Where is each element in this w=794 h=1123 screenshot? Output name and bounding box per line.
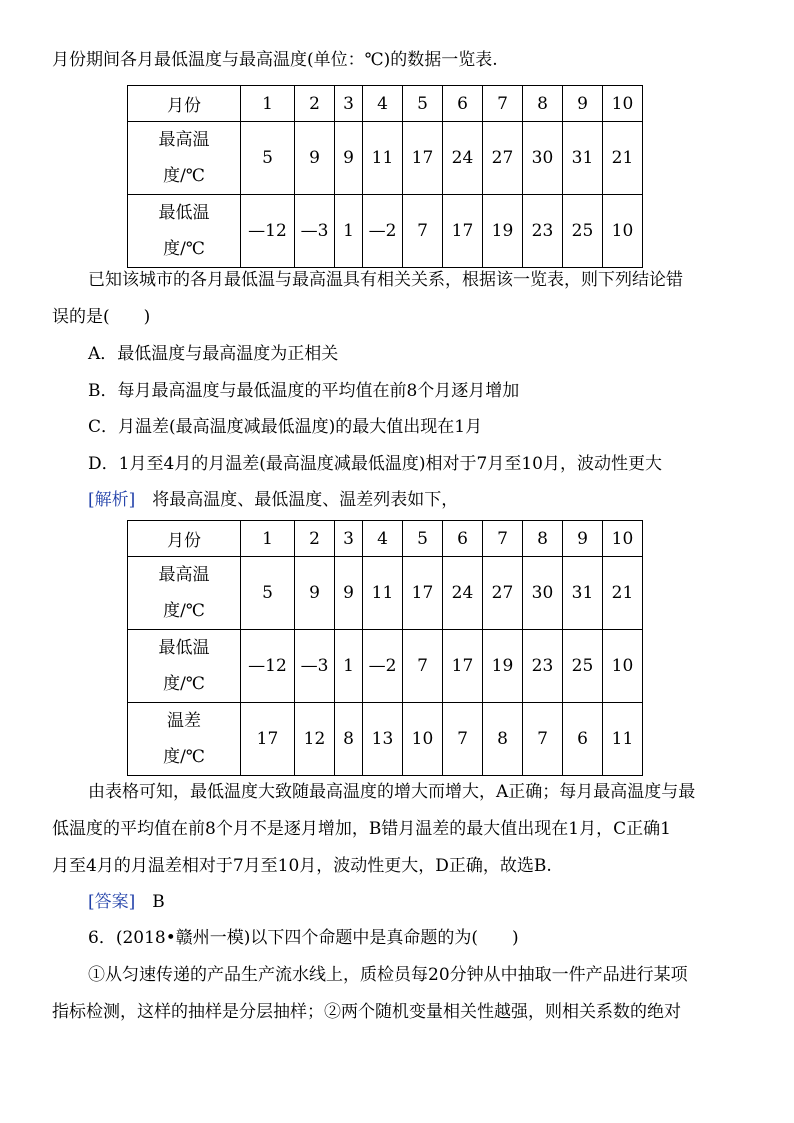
table-header-cell: 6 (443, 86, 483, 122)
table-cell: 5 (241, 122, 295, 195)
table-cell: 17 (443, 630, 483, 703)
table-cell: 9 (335, 557, 363, 630)
table-cell: 1 (335, 195, 363, 268)
table-cell: 7 (403, 630, 443, 703)
table-header-cell: 8 (523, 521, 563, 557)
table-cell: 27 (483, 557, 523, 630)
option-b: B．每月最高温度与最低温度的平均值在前8个月逐月增加 (88, 381, 520, 401)
table-cell: 7 (523, 703, 563, 776)
temperature-table (127, 85, 643, 268)
table-cell: 9 (295, 122, 335, 195)
row-label (128, 557, 241, 630)
table-header-row (128, 86, 643, 122)
row-label-line2: 度/℃ (163, 239, 205, 259)
table-header-cell: 1 (241, 86, 295, 122)
answer-line (88, 891, 165, 913)
table-cell: 6 (563, 703, 603, 776)
row-label-line1: 最低温 (158, 203, 210, 223)
table-header-cell: 7 (483, 86, 523, 122)
row-label-line2: 度/℃ (163, 747, 205, 767)
table-row (128, 630, 643, 703)
table-row (128, 703, 643, 776)
question6-line3: 指标检测，这样的抽样是分层抽样；②两个随机变量相关性越强，则相关系数的绝对 (52, 1002, 681, 1022)
table-header-cell: 2 (295, 521, 335, 557)
table-cell: 21 (603, 122, 643, 195)
table-cell: 11 (363, 122, 403, 195)
table-cell: 24 (443, 557, 483, 630)
table-header-cell: 7 (483, 521, 523, 557)
table-cell: 8 (335, 703, 363, 776)
table-cell: 12 (295, 703, 335, 776)
table-cell: 25 (563, 195, 603, 268)
table-header-cell: 5 (403, 521, 443, 557)
table-cell: 31 (563, 122, 603, 195)
option-d: D．1月至4月的月温差(最高温度减最低温度)相对于7月至10月，波动性更大 (88, 454, 662, 474)
table-header-cell: 4 (363, 521, 403, 557)
table-header-cell: 1 (241, 521, 295, 557)
explanation-line3: 月至4月的月温差相对于7月至10月，波动性更大，D正确，故选B. (52, 856, 552, 876)
explanation-line1: 由表格可知，最低温度大致随最高温度的增大而增大，A正确；每月最高温度与最 (88, 782, 696, 802)
table-cell: —3 (295, 195, 335, 268)
table-cell: 25 (563, 630, 603, 703)
table-cell: 5 (241, 557, 295, 630)
table-cell: 7 (443, 703, 483, 776)
table-cell: 7 (403, 195, 443, 268)
answer-value: B (152, 892, 165, 912)
table-cell: 21 (603, 557, 643, 630)
analysis-line (88, 489, 458, 511)
table-cell: 30 (523, 122, 563, 195)
table-cell: 17 (403, 122, 443, 195)
table-cell: 13 (363, 703, 403, 776)
table-cell: 10 (603, 630, 643, 703)
table-cell: —2 (363, 630, 403, 703)
row-label-line2: 度/℃ (163, 166, 205, 186)
table-cell: 19 (483, 630, 523, 703)
option-a: A．最低温度与最高温度为正相关 (88, 344, 339, 364)
table-header-cell: 8 (523, 86, 563, 122)
table-header-cell: 月份 (128, 521, 241, 557)
table-header-cell: 10 (603, 86, 643, 122)
row-label-line1: 最低温 (158, 638, 210, 658)
table-cell: 11 (363, 557, 403, 630)
question6-line2: ①从匀速传递的产品生产流水线上，质检员每20分钟从中抽取一件产品进行某项 (88, 965, 688, 985)
table-cell: 17 (443, 195, 483, 268)
table-header-cell: 3 (335, 86, 363, 122)
table-header-cell: 10 (603, 521, 643, 557)
table-cell: —2 (363, 195, 403, 268)
table-row (128, 122, 643, 195)
analysis-tag: [解析] (88, 490, 136, 510)
row-label (128, 630, 241, 703)
question6-title: 6．(2018•赣州一模)以下四个命题中是真命题的为( ) (88, 928, 519, 948)
table-cell: 31 (563, 557, 603, 630)
row-label (128, 122, 241, 195)
row-label-line1: 最高温 (158, 130, 210, 150)
table-cell: 9 (295, 557, 335, 630)
table-cell: 27 (483, 122, 523, 195)
table-header-cell: 5 (403, 86, 443, 122)
table-header-cell: 2 (295, 86, 335, 122)
table-header-cell: 6 (443, 521, 483, 557)
table-header-cell: 4 (363, 86, 403, 122)
explanation-line2: 低温度的平均值在前8个月不是逐月增加，B错月温差的最大值出现在1月，C正确1 (52, 819, 671, 839)
table-cell: 23 (523, 195, 563, 268)
table-header-cell: 月份 (128, 86, 241, 122)
table-cell: 8 (483, 703, 523, 776)
temperature-difference-table (127, 520, 643, 776)
table-header-cell: 9 (563, 521, 603, 557)
table-cell: 19 (483, 195, 523, 268)
row-label-line1: 最高温 (158, 565, 210, 585)
table-cell: 17 (403, 557, 443, 630)
table-cell: 30 (523, 557, 563, 630)
table-cell: 17 (241, 703, 295, 776)
table-cell: —12 (241, 630, 295, 703)
table-row (128, 195, 643, 268)
table-cell: 10 (603, 195, 643, 268)
table-row (128, 557, 643, 630)
row-label (128, 703, 241, 776)
intro-text: 月份期间各月最低温度与最高温度(单位：℃)的数据一览表. (52, 50, 498, 70)
row-label-line2: 度/℃ (163, 674, 205, 694)
table-header-cell: 9 (563, 86, 603, 122)
table-header-cell: 3 (335, 521, 363, 557)
table-cell: 9 (335, 122, 363, 195)
table-cell: 24 (443, 122, 483, 195)
table-cell: 11 (603, 703, 643, 776)
row-label-line2: 度/℃ (163, 601, 205, 621)
table-cell: —12 (241, 195, 295, 268)
row-label-line1: 温差 (167, 711, 201, 731)
analysis-text: 将最高温度、最低温度、温差列表如下， (152, 490, 459, 510)
table-cell: 10 (403, 703, 443, 776)
row-label (128, 195, 241, 268)
table-cell: —3 (295, 630, 335, 703)
answer-tag: [答案] (88, 892, 136, 912)
table-cell: 23 (523, 630, 563, 703)
option-c: C．月温差(最高温度减最低温度)的最大值出现在1月 (88, 417, 483, 437)
table-header-row (128, 521, 643, 557)
question-line2: 误的是( ) (52, 307, 151, 327)
question-line1: 已知该城市的各月最低温与最高温具有相关关系，根据该一览表，则下列结论错 (88, 270, 683, 290)
table-cell: 1 (335, 630, 363, 703)
